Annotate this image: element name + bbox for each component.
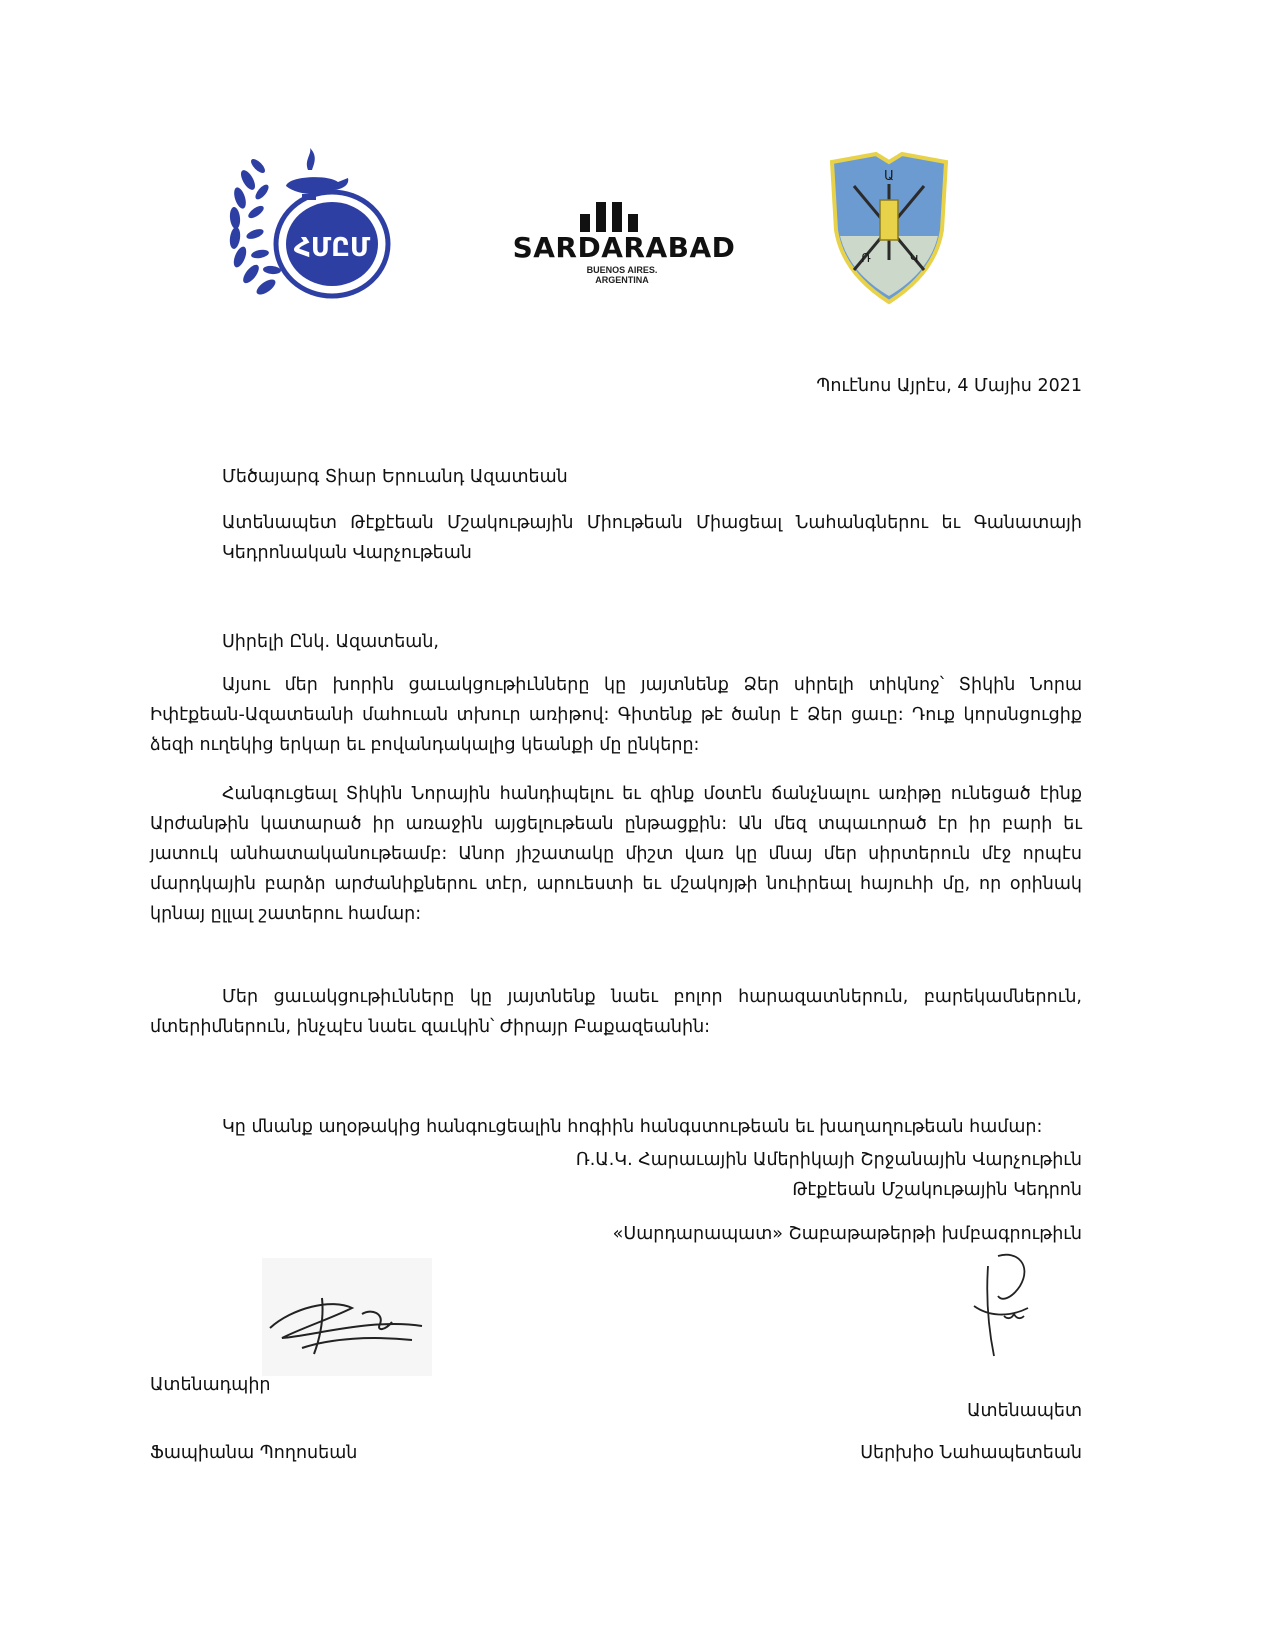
chairman-signature: [968, 1246, 1044, 1362]
logo-row: [0, 140, 1275, 310]
paragraph-memory: Հանգուցեալ Տիկին Նորային հանդիպելու եւ զինք մօտէն ճանչնալու առիթը ունեցած էինք Արժանթին կատարած իր առաջին այցելութեան ընթացքին: Ան մեզ տպաւորած էր իր բարի եւ յատուկ անհատականութեամբ: Անոր յիշատակը միշտ վառ կը մնայ մեր սիրտերուն մէջ որպէս մարդկային բարձր արժանիքներու տէր, արուեստի եւ մշակոյթի նուիրեալ հայուհի մը, որ օրինակ կրնայ ըլլալ շատերու համար:: [150, 784, 1082, 924]
letter-date: Պուէնոս Այրէս, 4 Մայիս 2021: [816, 376, 1082, 396]
recipient-title: Ատենապետ Թէքէեան Մշակութային Միութեան Միացեալ Նահանգներու եւ Գանատայի Կեդրոնական Վարչութեան: [222, 513, 1082, 563]
secretary-name: Ֆապիանա Պողոսեան: [150, 1443, 358, 1463]
chairman-name: Սերխիօ Նահապետեան: [860, 1443, 1082, 1463]
laurel-lamp-emblem-icon: [222, 146, 394, 302]
sardarabad-logo: [476, 200, 766, 285]
secretary-signature: [262, 1258, 432, 1376]
crest-letter-right: Կ: [909, 251, 919, 265]
crest-letter-top: Ա: [884, 169, 894, 184]
greeting: Սիրելի Ընկ. Ազատեան,: [222, 632, 439, 652]
signature-block: [576, 1145, 1082, 1249]
sardarabad-wordmark: SARDARABAD: [512, 231, 736, 264]
signature-line: Թէքէեան Մշակութային Կեդրոն: [792, 1180, 1082, 1200]
signature-line: «Սարդարապատ» Շաբաթաթերթի խմբագրութիւն: [612, 1224, 1082, 1244]
signature-scribble-icon: [968, 1246, 1044, 1362]
signature-line: Ռ.Ա.Կ. Հարաւային Ամերիկայի Շրջանային Վարչութիւն: [575, 1150, 1082, 1170]
crest-letter-left: Ռ: [861, 251, 871, 265]
chairman-role: Ատենապետ: [967, 1401, 1082, 1421]
secretary-role: Ատենադպիր: [150, 1375, 271, 1395]
paragraph-prayer: Կը մնանք աղօթակից հանգուցեալին հոգիին հանգստութեան եւ խաղաղութեան համար:: [222, 1117, 1043, 1137]
recipient-name: Մեծայարգ Տիար Երուանդ Ազատեան: [222, 467, 568, 487]
sardarabad-bars-icon: [476, 200, 766, 232]
shield-crest-icon: [826, 150, 952, 306]
signature-scribble-icon: [262, 1258, 432, 1376]
hmem-logo: [222, 146, 394, 302]
ark-shield-logo: [826, 150, 952, 306]
paragraph-family: Մեր ցաւակցութիւնները կը յայտնենք նաեւ բոլոր հարազատներուն, բարեկամներուն, մտերիմներուն, ինչպէս նաեւ զաւկին՝ Ժիրայր Բաքազեանին:: [150, 987, 1082, 1037]
paragraph-condolence: Այսու մեր խորին ցաւակցութիւնները կը յայտնենք Ձեր սիրելի տիկնոջ՝ Տիկին Նորա Իփէքեան-Ազատեանի մահուան տխուր առիթով: Գիտենք թէ ծանր է Ձեր ցաւը: Դուք կորսնցուցիք ձեզի ուղեկից երկար եւ բովանդակալից կեանքի մը ընկերը:: [150, 675, 1082, 755]
sardarabad-subtitle: BUENOS AIRES. ARGENTINA: [586, 265, 658, 285]
emblem-text: ՀՄԸՄ: [293, 233, 371, 263]
